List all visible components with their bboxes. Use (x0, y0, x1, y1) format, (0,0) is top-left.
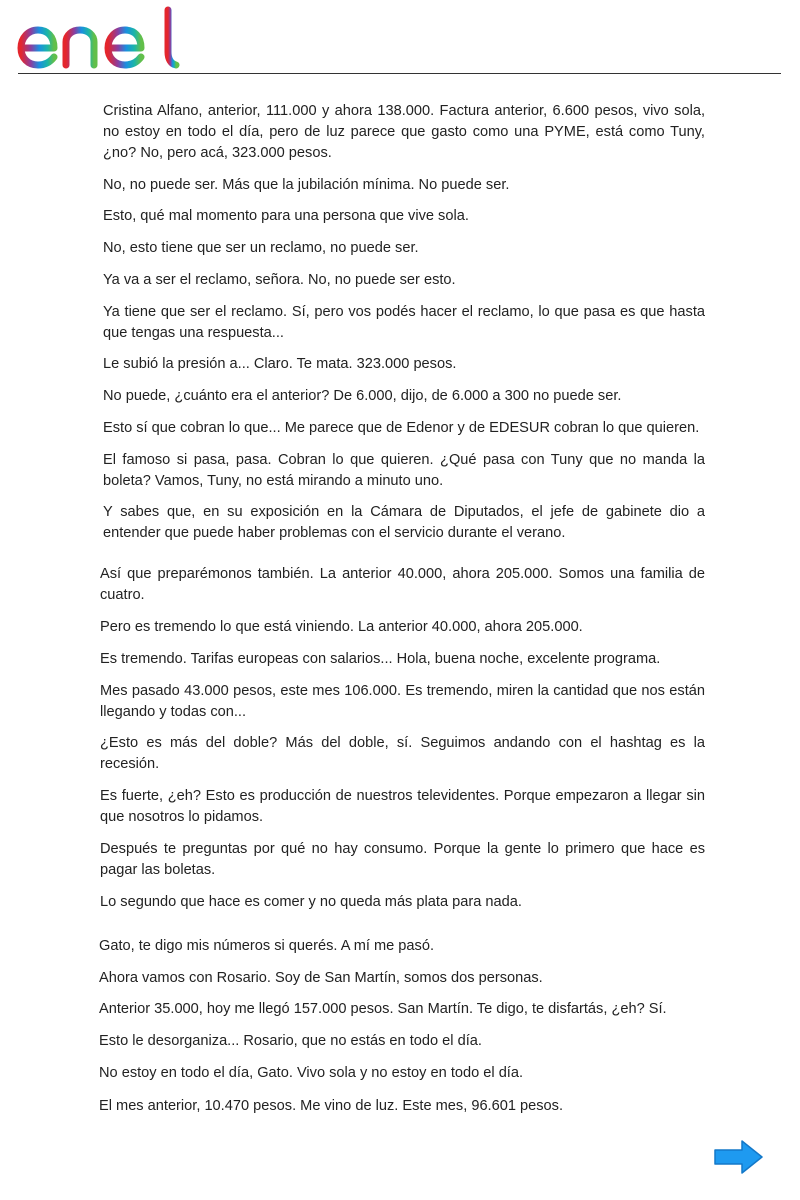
transcript-paragraph: Anterior 35.000, hoy me llegó 157.000 pesos. San Martín. Te digo, te disfartás, ¿eh? Sí. (99, 1001, 667, 1017)
transcript-paragraph: Y sabes que, en su exposición en la Cámara de Diputados, el jefe de gabinete dio a entender que puede haber problemas con el servicio durante el verano. (103, 504, 705, 541)
transcript-paragraph: No, no puede ser. Más que la jubilación mínima. No puede ser. (103, 177, 510, 193)
transcript-paragraph: Ahora vamos con Rosario. Soy de San Martín, somos dos personas. (99, 970, 543, 986)
transcript-paragraph: El mes anterior, 10.470 pesos. Me vino de luz. Este mes, 96.601 pesos. (99, 1098, 564, 1114)
enel-logo (16, 6, 180, 70)
transcript-paragraph: Ya va a ser el reclamo, señora. No, no puede ser esto. (103, 272, 456, 288)
transcript-paragraph: Gato, te digo mis números si querés. A mí me pasó. (99, 938, 434, 954)
transcript-paragraph: No puede, ¿cuánto era el anterior? De 6.000, dijo, de 6.000 a 300 no puede ser. (103, 388, 622, 404)
transcript-paragraph: El famoso si pasa, pasa. Cobran lo que quieren. ¿Qué pasa con Tuny que no manda la boleta? Vamos, Tuny, no está mirando a minuto uno. (103, 452, 705, 489)
header-divider (18, 73, 781, 74)
transcript-paragraph: Cristina Alfano, anterior, 111.000 y ahora 138.000. Factura anterior, 6.600 pesos, vivo sola, no estoy en todo el día, pero de luz parece que gasto como una PYME, está como Tuny, ¿no? No, pero acá, 323.000 pesos. (103, 103, 705, 161)
transcript-paragraph: No, esto tiene que ser un reclamo, no puede ser. (103, 240, 419, 256)
arrow-right-icon[interactable] (712, 1138, 764, 1176)
transcript-paragraph: No estoy en todo el día, Gato. Vivo sola y no estoy en todo el día. (99, 1065, 524, 1081)
transcript-paragraph: Después te preguntas por qué no hay consumo. Porque la gente lo primero que hace es pagar las boletas. (100, 841, 705, 878)
transcript-paragraph: ¿Esto es más del doble? Más del doble, sí. Seguimos andando con el hashtag es la recesión. (100, 735, 705, 772)
transcript-paragraph: Esto, qué mal momento para una persona que vive sola. (103, 208, 469, 224)
transcript-paragraph: Esto sí que cobran lo que... Me parece que de Edenor y de EDESUR cobran lo que quieren. (103, 420, 700, 436)
transcript-paragraph: Así que preparémonos también. La anterior 40.000, ahora 205.000. Somos una familia de cuatro. (100, 566, 705, 603)
transcript-paragraph: Es fuerte, ¿eh? Esto es producción de nuestros televidentes. Porque empezaron a llegar sin que nosotros lo pidamos. (100, 788, 705, 825)
transcript-paragraph: Le subió la presión a... Claro. Te mata. 323.000 pesos. (103, 356, 457, 372)
page-header (0, 0, 800, 76)
transcript-paragraph: Pero es tremendo lo que está viniendo. La anterior 40.000, ahora 205.000. (100, 619, 583, 635)
transcript-paragraph: Lo segundo que hace es comer y no queda más plata para nada. (100, 894, 522, 910)
transcript-paragraph: Mes pasado 43.000 pesos, este mes 106.000. Es tremendo, miren la cantidad que nos están llegando y todas con... (100, 683, 705, 720)
transcript-paragraph: Ya tiene que ser el reclamo. Sí, pero vos podés hacer el reclamo, lo que pasa es que hasta que tengas una respuesta... (103, 304, 705, 341)
transcript-paragraph: Esto le desorganiza... Rosario, que no estás en todo el día. (99, 1033, 482, 1049)
transcript-paragraph: Es tremendo. Tarifas europeas con salarios... Hola, buena noche, excelente programa. (100, 651, 661, 667)
